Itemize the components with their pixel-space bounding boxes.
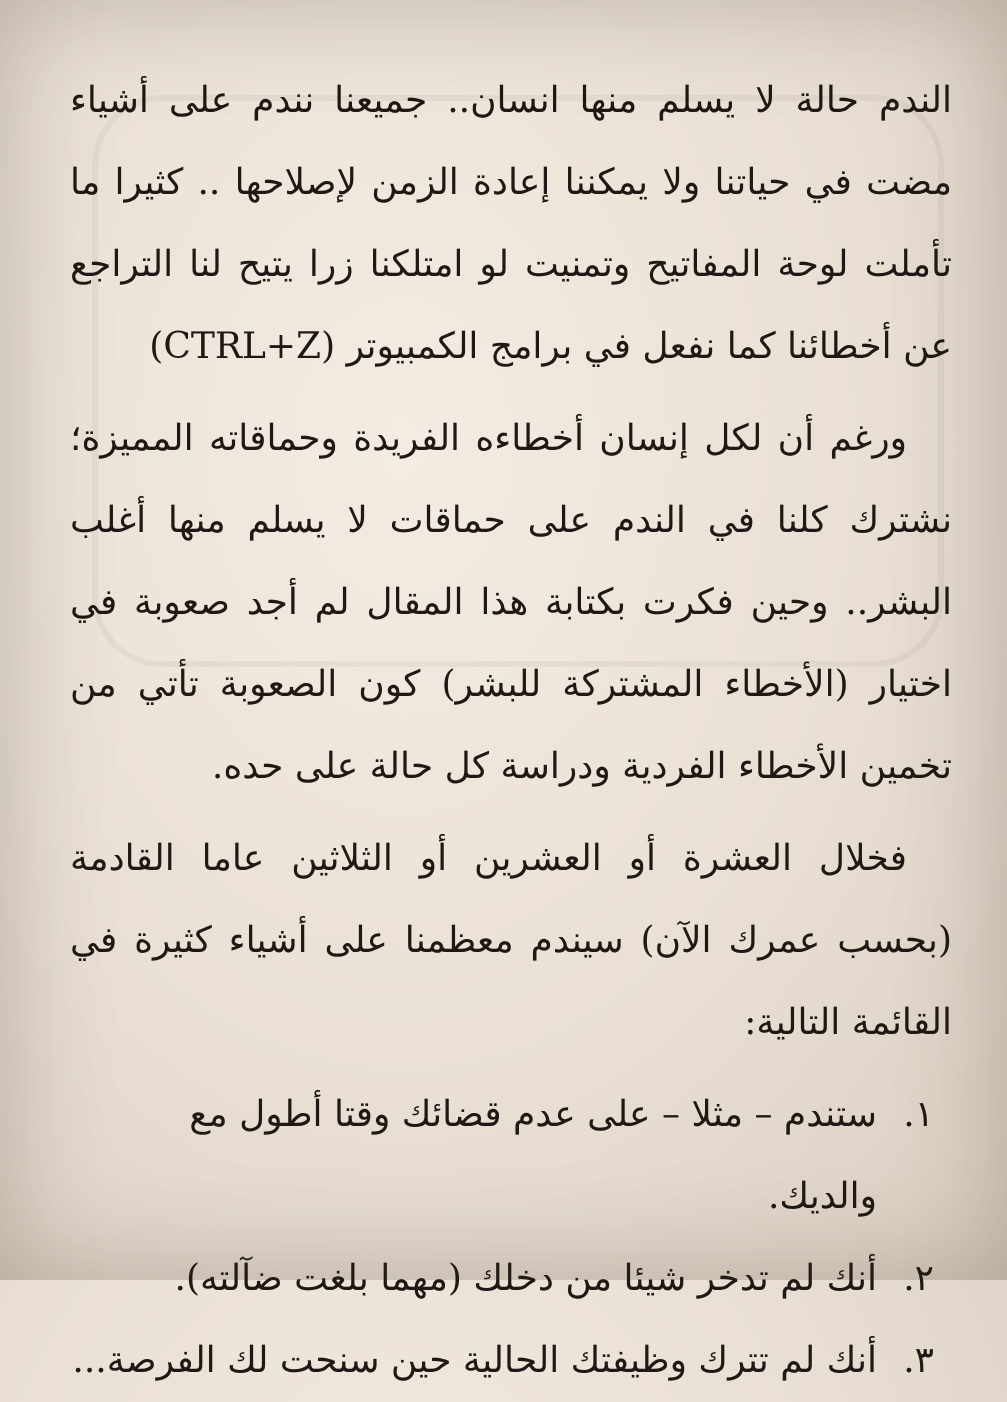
list-text: أنك لم تدخر شيئا من دخلك (مهما بلغت ضآلته). [174, 1258, 877, 1299]
paragraph-1: الندم حالة لا يسلم منها انسان.. جميعنا نندم على أشياء مضت في حياتنا ولا يمكننا إعادة الزمن لإصلاحها .. كثيرا ما تأملت لوحة المفاتيح وتمنيت لو امتلكنا زرا يتيح لنا التراجع عن أخطائنا كما نفعل في برامج الكمبيوتر (CTRL+Z) [70, 80, 952, 367]
list-number: ٣. [903, 1340, 934, 1381]
list-item [70, 1074, 952, 1238]
list-number: ٢. [903, 1258, 934, 1299]
list-item [70, 1238, 952, 1320]
book-page-text [70, 60, 952, 1402]
regrets-list [70, 1074, 952, 1402]
paragraph-3: فخلال العشرة أو العشرين أو الثلاثين عاما القادمة (بحسب عمرك الآن) سيندم معظمنا على أشياء كثيرة في القائمة التالية: [70, 838, 952, 1043]
list-text: أنك لم تترك وظيفتك الحالية حين سنحت لك الفرصة... [72, 1340, 877, 1381]
paragraph-2: ورغم أن لكل إنسان أخطاءه الفريدة وحماقاته المميزة؛ نشترك كلنا في الندم على حماقات لا يسلم منها أغلب البشر.. وحين فكرت بكتابة هذا المقال لم أجد صعوبة في اختيار (الأخطاء المشتركة للبشر) كون الصعوبة تأتي من تخمين الأخطاء الفردية ودراسة كل حالة على حده. [70, 418, 952, 787]
list-number: ١. [903, 1094, 934, 1135]
list-text: ستندم – مثلا – على عدم قضائك وقتا أطول مع والديك. [189, 1094, 877, 1217]
list-item [70, 1320, 952, 1402]
